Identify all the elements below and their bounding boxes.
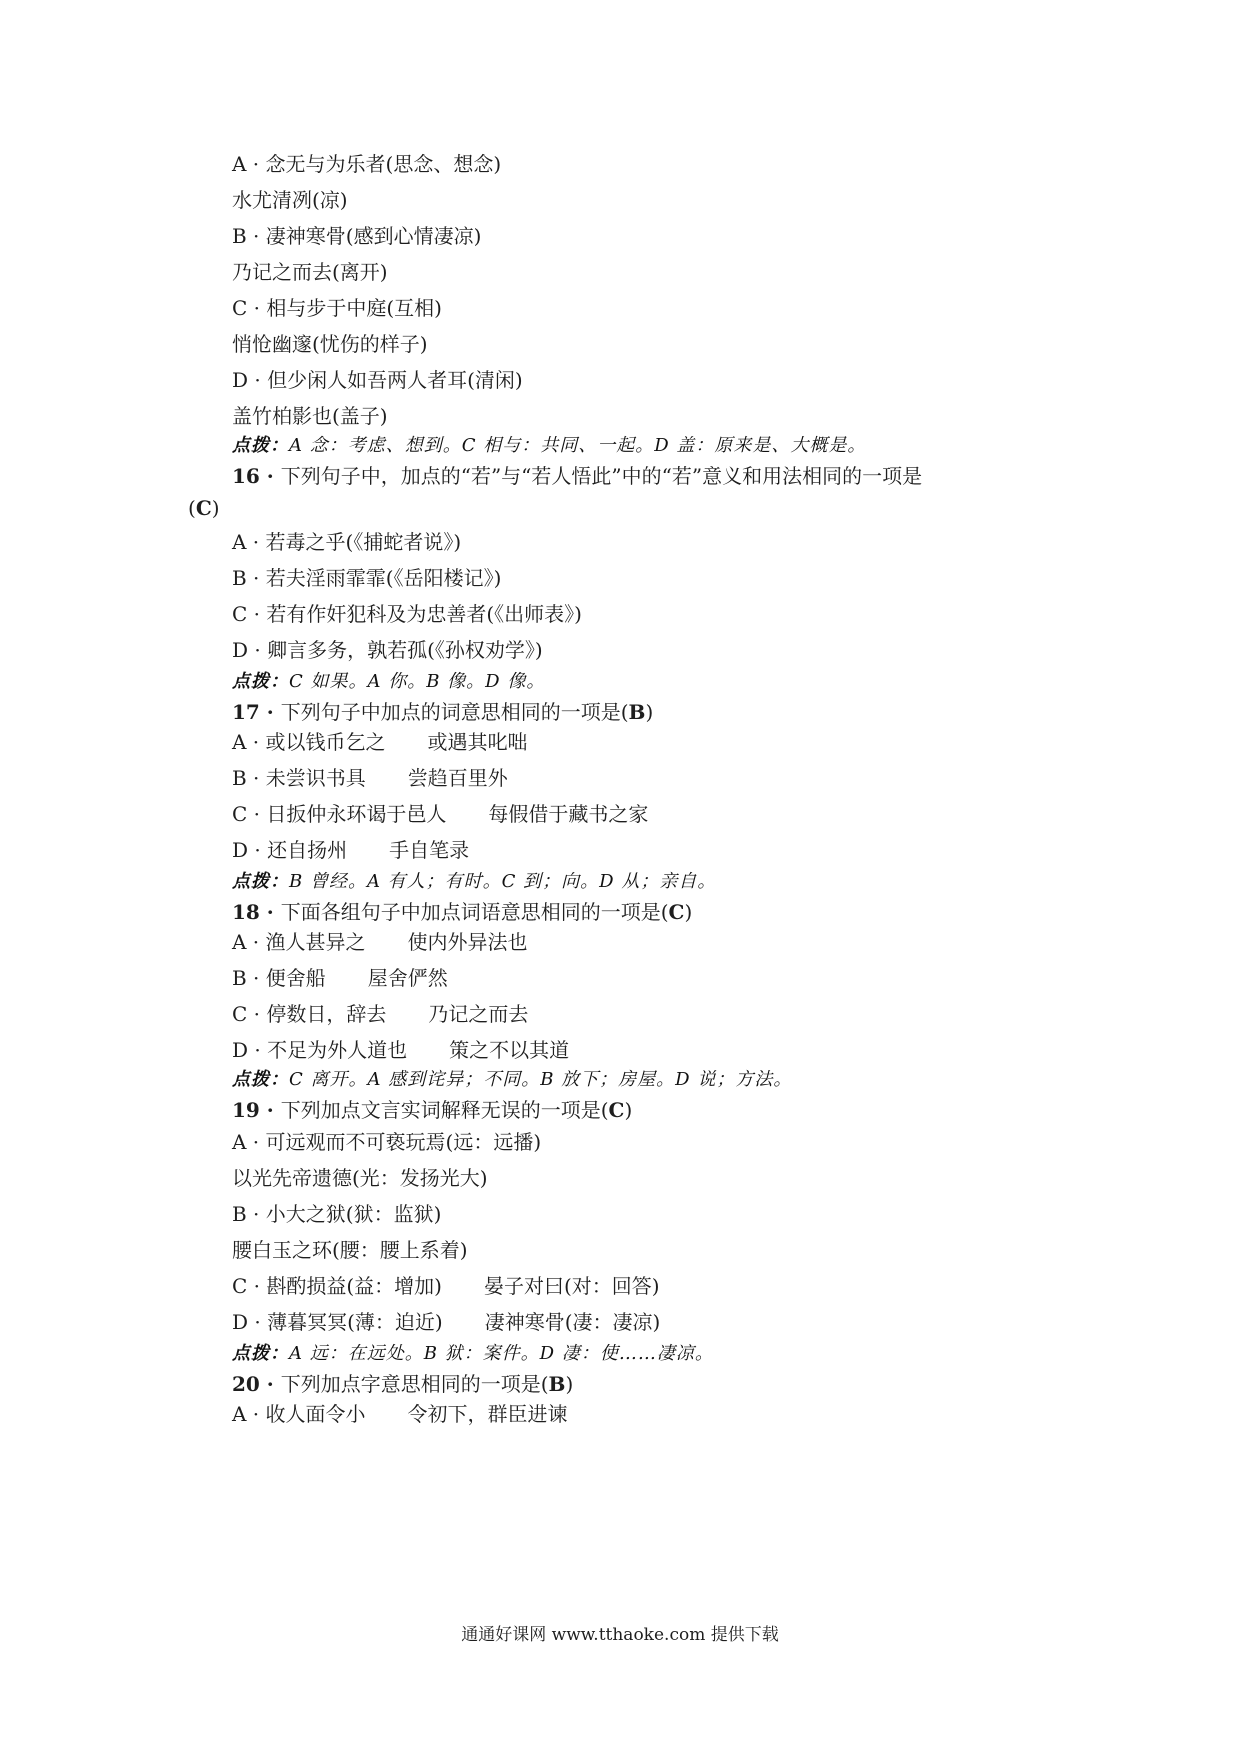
option-text: B · 便舍船 (232, 966, 326, 990)
question-text: 下列加点文言实词解释无误的一项是( (280, 1098, 609, 1122)
question-line (232, 462, 922, 490)
hint-text: C 离开。A 感到诧异；不同。B 放下；房屋。D 说；方法。 (289, 1069, 793, 1090)
option-text: C · 若有作奸犯科及为忠善者(《出师表》) (232, 602, 582, 626)
answer-letter: C (668, 900, 685, 924)
option-text: 腰白玉之环(腰：腰上系着) (232, 1238, 468, 1262)
option-text: 使内外异法也 (407, 930, 528, 954)
question-line (232, 898, 692, 926)
question-text: 下列句子中加点的词意思相同的一项是( (280, 700, 629, 724)
question-close: ) (565, 1372, 574, 1396)
option-text: A · 念无与为乐者(思念、想念) (232, 152, 502, 176)
option-line (232, 964, 448, 992)
question-close: ) (645, 700, 654, 724)
option-line (232, 1000, 528, 1028)
option-text: A · 渔人甚异之 (232, 930, 366, 954)
answer-letter: B (548, 1372, 566, 1396)
question-number: 17 · (232, 700, 281, 724)
option-line (232, 928, 528, 956)
option-text: A · 或以钱币乞之 (232, 730, 386, 754)
hint-text: A 远：在远处。B 狱：案件。D 凄：使……凄凉。 (289, 1343, 714, 1364)
answer-letter: C (195, 496, 212, 520)
hint-label: 点拨： (232, 435, 289, 456)
option-text: C · 斟酌损益(益：增加) (232, 1274, 442, 1298)
hint-line (232, 1066, 792, 1094)
option-line (232, 728, 528, 756)
hint-label: 点拨： (232, 671, 289, 692)
option-line (232, 402, 388, 430)
option-line (232, 600, 582, 628)
hint-text: A 念：考虑、想到。C 相与：共同、一起。D 盖：原来是、大概是。 (289, 435, 867, 456)
question-close: ) (624, 1098, 633, 1122)
option-text: 手自笔录 (389, 838, 470, 862)
hint-label: 点拨： (232, 1343, 289, 1364)
question-answer-line (188, 494, 220, 522)
option-text: A · 若毒之乎(《捕蛇者说》) (232, 530, 462, 554)
option-line (232, 1272, 660, 1300)
option-text: 或遇其叱咄 (427, 730, 528, 754)
option-text: B · 若夫淫雨霏霏(《岳阳楼记》) (232, 566, 502, 590)
option-line (232, 564, 501, 592)
option-text: 盖竹柏影也(盖子) (232, 404, 388, 428)
option-line (232, 366, 523, 394)
option-line (232, 1308, 660, 1336)
option-text: D · 但少闲人如吾两人者耳(清闲) (232, 368, 523, 392)
option-text: 水尤清冽(凉) (232, 188, 348, 212)
option-text: B · 凄神寒骨(感到心情凄凉) (232, 224, 482, 248)
option-text: 每假借于藏书之家 (488, 802, 649, 826)
option-line (232, 258, 388, 286)
option-line (232, 528, 461, 556)
option-text: D · 薄暮冥冥(薄：迫近) (232, 1310, 443, 1334)
hint-line (232, 868, 716, 896)
option-line (232, 1400, 568, 1428)
hint-label: 点拨： (232, 1069, 289, 1090)
question-text: 下列加点字意思相同的一项是( (280, 1372, 549, 1396)
option-text: 凄神寒骨(凄：凄凉) (484, 1310, 661, 1334)
option-text: C · 相与步于中庭(互相) (232, 296, 442, 320)
option-text: 晏子对曰(对：回答) (483, 1274, 660, 1298)
answer-open: ( (188, 496, 196, 520)
answer-letter: B (628, 700, 646, 724)
option-text: 乃记之而去 (428, 1002, 529, 1026)
hint-text: B 曾经。A 有人；有时。C 到；向。D 从；亲自。 (289, 871, 717, 892)
option-line (232, 1200, 441, 1228)
option-text: B · 未尝识书具 (232, 766, 366, 790)
option-text: 以光先帝遗德(光：发扬光大) (232, 1166, 488, 1190)
question-number: 16 · (232, 464, 281, 488)
option-text: D · 还自扬州 (232, 838, 348, 862)
option-text: C · 停数日，辞去 (232, 1002, 387, 1026)
option-text: D · 不足为外人道也 (232, 1038, 408, 1062)
option-text: A · 可远观而不可亵玩焉(远：远播) (232, 1130, 542, 1154)
hint-line (232, 668, 545, 696)
option-text: 策之不以其道 (449, 1038, 570, 1062)
option-text: 屋舍俨然 (367, 966, 448, 990)
hint-line (232, 432, 866, 460)
question-number: 20 · (232, 1372, 281, 1396)
option-line (232, 1036, 569, 1064)
option-line (232, 330, 428, 358)
question-text: 下列句子中，加点的“若”与“若人悟此”中的“若”意义和用法相同的一项是 (280, 464, 923, 488)
footer: 通通好课网 www.tthaoke.com 提供下载 (461, 1625, 779, 1645)
option-text: 悄怆幽邃(忧伤的样子) (232, 332, 428, 356)
answer-letter: C (608, 1098, 625, 1122)
option-text: 尝趋百里外 (407, 766, 508, 790)
option-line (232, 186, 348, 214)
option-line (232, 636, 543, 664)
option-line (232, 294, 442, 322)
option-text: B · 小大之狱(狱：监狱) (232, 1202, 442, 1226)
question-number: 18 · (232, 900, 281, 924)
question-line (232, 1096, 632, 1124)
option-line (232, 222, 481, 250)
option-line (232, 764, 508, 792)
question-close: ) (684, 900, 693, 924)
option-line (232, 800, 648, 828)
option-text: 令初下，群臣进谏 (407, 1402, 568, 1426)
question-line (232, 698, 653, 726)
option-text: 乃记之而去(离开) (232, 260, 388, 284)
hint-text: C 如果。A 你。B 像。D 像。 (289, 671, 546, 692)
answer-close: ) (211, 496, 220, 520)
hint-label: 点拨： (232, 871, 289, 892)
question-number: 19 · (232, 1098, 281, 1122)
question-text: 下面各组句子中加点词语意思相同的一项是( (280, 900, 669, 924)
option-line (232, 836, 469, 864)
hint-line (232, 1340, 714, 1368)
option-text: C · 日扳仲永环谒于邑人 (232, 802, 447, 826)
option-text: D · 卿言多务，孰若孤(《孙权劝学》) (232, 638, 543, 662)
option-line (232, 150, 501, 178)
option-text: A · 收人面令小 (232, 1402, 366, 1426)
question-line (232, 1370, 573, 1398)
option-line (232, 1164, 488, 1192)
option-line (232, 1236, 468, 1264)
option-line (232, 1128, 541, 1156)
